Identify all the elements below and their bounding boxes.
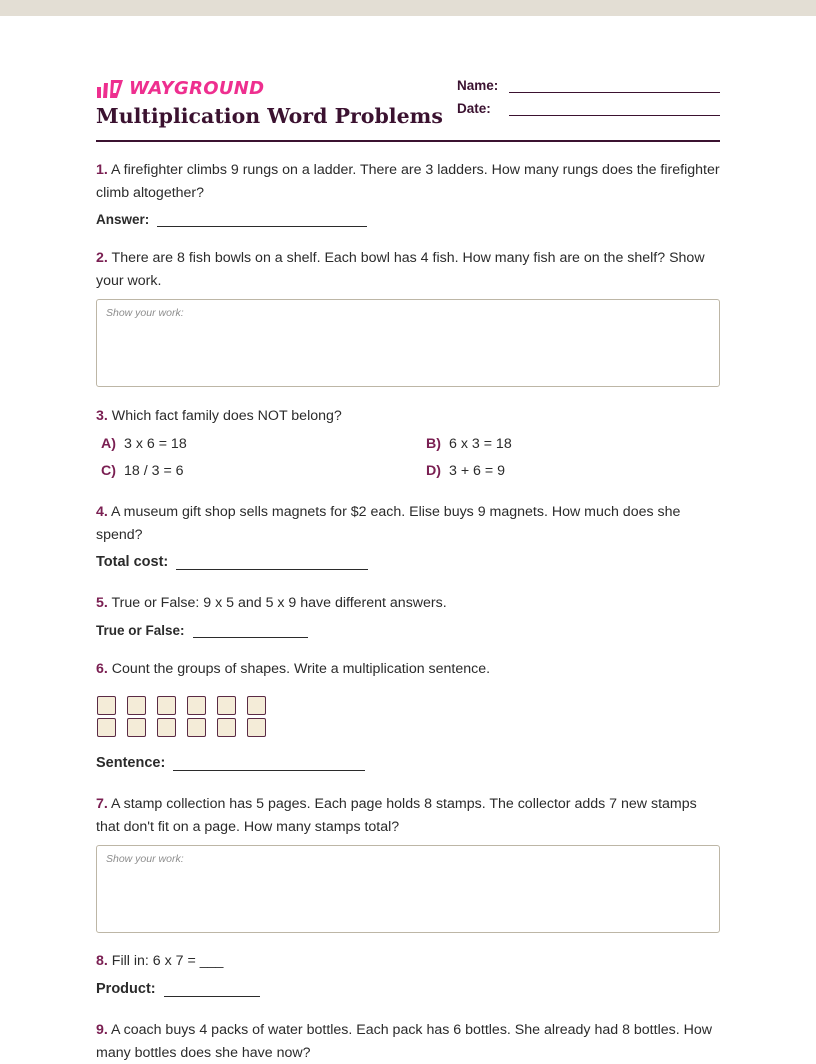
- name-label: Name:: [457, 78, 499, 93]
- option-letter: B): [426, 436, 441, 452]
- square-shape: [187, 696, 206, 715]
- question-number: 9.: [96, 1022, 108, 1038]
- page-title: Multiplication Word Problems: [96, 104, 443, 128]
- option-text: 18 / 3 = 6: [124, 463, 184, 479]
- question-9: [96, 1019, 720, 1064]
- option-a[interactable]: [101, 436, 187, 452]
- question-text: Count the groups of shapes. Write a multiplication sentence.: [111, 661, 491, 677]
- question-number: 7.: [96, 796, 108, 812]
- option-text: 3 + 6 = 9: [449, 463, 506, 479]
- date-label: Date:: [457, 101, 491, 116]
- question-number: 3.: [96, 408, 108, 424]
- question-text: A stamp collection has 5 pages. Each page holds 8 stamps. The collector adds 7 new stamps that don't fit on a page. How many stamps total?: [96, 796, 697, 835]
- answer-line[interactable]: [176, 557, 368, 570]
- question-2: [96, 247, 720, 292]
- answer-line[interactable]: [193, 625, 308, 638]
- question-text: Fill in: 6 x 7 = ___: [111, 953, 224, 969]
- square-shape: [217, 696, 236, 715]
- date-input-line[interactable]: [509, 101, 720, 116]
- answer-line[interactable]: [164, 984, 260, 997]
- option-letter: D): [426, 463, 441, 479]
- option-b[interactable]: [426, 436, 512, 452]
- square-shape: [247, 696, 266, 715]
- work-box-7[interactable]: [96, 845, 720, 933]
- answer-field-1[interactable]: [96, 212, 367, 227]
- name-field[interactable]: [457, 78, 720, 93]
- option-d[interactable]: [426, 463, 505, 479]
- name-input-line[interactable]: [509, 78, 720, 93]
- question-number: 8.: [96, 953, 108, 969]
- question-3: [96, 405, 720, 428]
- answer-field-8[interactable]: [96, 981, 260, 997]
- question-text: A coach buys 4 packs of water bottles. Each pack has 6 bottles. She already had 8 bottles. How many bottles does she have now?: [96, 1022, 712, 1061]
- square-shape: [97, 718, 116, 737]
- square-shape: [157, 696, 176, 715]
- answer-label: Answer:: [96, 212, 150, 227]
- question-5: [96, 592, 720, 615]
- square-shape: [127, 696, 146, 715]
- question-number: 1.: [96, 162, 108, 178]
- question-text: A museum gift shop sells magnets for $2 each. Elise buys 9 magnets. How much does she spend?: [96, 504, 681, 543]
- shape-groups: [97, 696, 277, 741]
- answer-label: Product:: [96, 981, 156, 997]
- question-7: [96, 793, 720, 838]
- square-shape: [187, 718, 206, 737]
- option-text: 3 x 6 = 18: [124, 436, 187, 452]
- answer-field-6[interactable]: [96, 755, 365, 771]
- question-number: 5.: [96, 595, 108, 611]
- square-shape: [157, 718, 176, 737]
- brand-name: WAYGROUND: [129, 78, 265, 99]
- question-number: 2.: [96, 250, 108, 266]
- option-letter: A): [101, 436, 116, 452]
- question-4: [96, 501, 720, 546]
- work-box-2[interactable]: [96, 299, 720, 387]
- answer-line[interactable]: [157, 214, 367, 227]
- option-c[interactable]: [101, 463, 184, 479]
- wayground-logo-icon: [96, 79, 124, 99]
- question-6: [96, 658, 720, 681]
- question-number: 6.: [96, 661, 108, 677]
- work-placeholder: Show your work:: [106, 853, 184, 865]
- square-shape: [217, 718, 236, 737]
- worksheet-header: [96, 16, 720, 142]
- option-text: 6 x 3 = 18: [449, 436, 512, 452]
- option-letter: C): [101, 463, 116, 479]
- question-text: True or False: 9 x 5 and 5 x 9 have different answers.: [111, 595, 447, 611]
- square-shape: [127, 718, 146, 737]
- worksheet-page: [96, 16, 720, 1061]
- answer-label: True or False:: [96, 623, 185, 638]
- question-1: [96, 159, 720, 204]
- top-bar: [0, 0, 816, 16]
- answer-label: Sentence:: [96, 755, 166, 771]
- question-8: [96, 950, 720, 973]
- answer-line[interactable]: [173, 758, 365, 771]
- work-placeholder: Show your work:: [106, 307, 184, 319]
- square-shape: [97, 696, 116, 715]
- question-text: Which fact family does NOT belong?: [111, 408, 342, 424]
- date-field[interactable]: [457, 101, 720, 116]
- brand-logo: [96, 78, 264, 99]
- question-text: There are 8 fish bowls on a shelf. Each bowl has 4 fish. How many fish are on the shelf? Show your work.: [96, 250, 705, 289]
- square-shape: [247, 718, 266, 737]
- answer-label: Total cost:: [96, 554, 169, 570]
- answer-field-5[interactable]: [96, 623, 308, 638]
- answer-field-4[interactable]: [96, 554, 368, 570]
- question-number: 4.: [96, 504, 108, 520]
- question-text: A firefighter climbs 9 rungs on a ladder. There are 3 ladders. How many rungs does the firefighter climb altogether?: [96, 162, 720, 201]
